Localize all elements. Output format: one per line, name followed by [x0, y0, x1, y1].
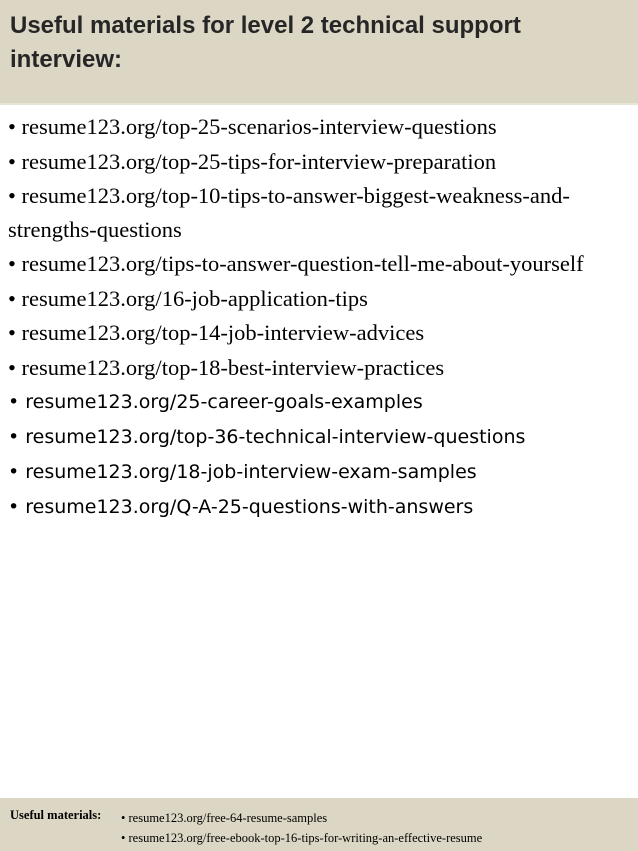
list-item[interactable]: • resume123.org/18-job-interview-exam-samples	[8, 461, 477, 483]
list-item[interactable]: • resume123.org/tips-to-answer-question-tell-me-about-yourself	[8, 251, 584, 276]
footer-bar	[0, 798, 638, 851]
footer-link[interactable]: • resume123.org/free-ebook-top-16-tips-for-writing-an-effective-resume	[121, 831, 483, 845]
list-item[interactable]: • resume123.org/top-25-tips-for-interview-preparation	[8, 148, 497, 174]
list-item[interactable]: • resume123.org/top-10-tips-to-answer-biggest-weakness-and-strengths-questions	[8, 183, 570, 242]
list-item[interactable]: • resume123.org/top-14-job-interview-advices	[8, 320, 425, 345]
list-item[interactable]: • resume123.org/Q-A-25-questions-with-answers	[8, 496, 474, 518]
footer-links	[121, 808, 482, 848]
list-item[interactable]: • resume123.org/top-36-technical-interview-questions	[8, 426, 526, 448]
header-divider	[0, 103, 638, 105]
slide-header	[0, 0, 638, 103]
list-item[interactable]: • resume123.org/top-18-best-interview-practices	[8, 354, 445, 380]
footer-label: Useful materials:	[10, 808, 102, 822]
page-title: Useful materials for level 2 technical support interview:	[10, 12, 521, 73]
materials-list	[8, 110, 633, 525]
footer-link[interactable]: • resume123.org/free-64-resume-samples	[121, 811, 328, 825]
list-item[interactable]: • resume123.org/25-career-goals-examples	[8, 391, 423, 413]
list-item[interactable]: • resume123.org/16-job-application-tips	[8, 285, 368, 311]
list-item[interactable]: • resume123.org/top-25-scenarios-interview-questions	[8, 114, 497, 139]
